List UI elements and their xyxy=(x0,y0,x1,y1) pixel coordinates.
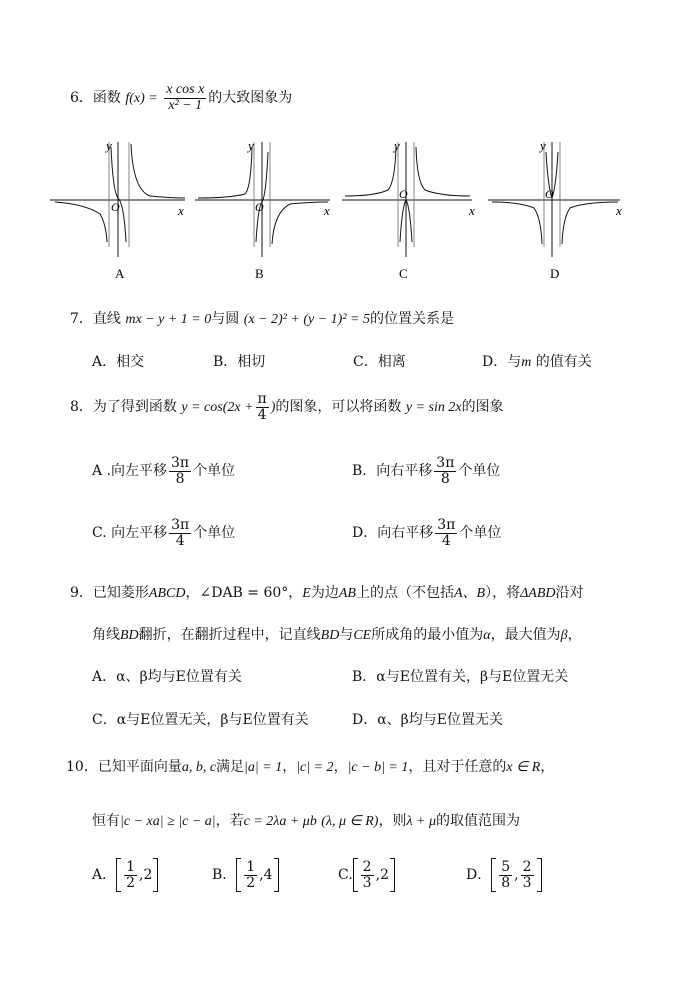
q10-line2: 恒有|c − xa| ≥ |c − a|，若c = 2λa + μb (λ, μ ∈ R)，则λ + μ的取值范围为 xyxy=(92,813,520,829)
q9-line1: 9．已知菱形ABCD，∠DAB = 60°，E为边AB上的点（不包括A、B），将ΔABD沿对 xyxy=(70,585,584,601)
q8-option-d: D．向右平移 $\frac{3\pi}{4}$ 个单位 xyxy=(352,517,502,549)
q9-option-a: A．α、β均与E位置有关 xyxy=(92,669,242,685)
q10-option-c: C. $\frac{2}{3}$ ,2 xyxy=(338,860,395,890)
graph-d xyxy=(488,138,622,281)
graph-b xyxy=(195,138,330,281)
q7-option-d: D．与m 的值有关 xyxy=(482,354,592,370)
graph-b-origin: O xyxy=(255,200,264,214)
q6-graphs xyxy=(40,132,640,292)
graph-d-xlabel: x xyxy=(616,203,622,218)
graph-c-label: C xyxy=(399,266,408,281)
graph-a-origin: O xyxy=(111,200,120,214)
q7-option-c: C．相离 xyxy=(353,354,406,370)
graph-a-xlabel: x xyxy=(178,203,184,218)
q8-option-c: C. 向左平移 $\frac{3\pi}{4}$ 个单位 xyxy=(92,517,236,549)
q6-func: f(x) = xyxy=(125,91,158,107)
q7-stem: 7．直线 mx − y + 1 = 0与圆 (x − 2)² + (y − 1)² = 5的位置关系是 xyxy=(70,311,454,327)
graph-c-origin: O xyxy=(399,187,408,201)
q9-option-d: D．α、β均与E位置无关 xyxy=(352,712,503,728)
q6-fraction: $\frac{\text{x cos x}}{\text{x² − 1}}$ xyxy=(166,82,205,113)
graph-d-label: D xyxy=(550,266,560,281)
q10-option-d: D． $\frac{5}{8}$ , $\frac{2}{3}$ xyxy=(466,860,542,890)
q7-option-a: A．相交 xyxy=(92,354,145,370)
graph-c-xlabel: x xyxy=(469,203,475,218)
q8-option-b: B．向右平移 $\frac{3\pi}{8}$ 个单位 xyxy=(352,455,501,487)
q8-stem: 8．为了得到函数 y = cos(2x + $\frac{\pi}{4}$ )的图象，可以将函数 y = sin 2x的图象 xyxy=(70,391,504,423)
q10-option-b: B． $\frac{1}{2}$ ,4 xyxy=(212,860,279,890)
q8-option-a: A .向左平移 $\frac{3\pi}{8}$ 个单位 xyxy=(92,455,236,487)
graph-a-label: A xyxy=(115,266,125,281)
graph-c-ylabel: y xyxy=(394,138,400,153)
q10-line1: 10．已知平面向量a, b, c满足|a| = 1，|c| = 2，|c − b| = 1，且对于任意的x ∈ R， xyxy=(66,759,555,775)
q7-option-b: B．相切 xyxy=(213,354,266,370)
graph-a xyxy=(50,138,185,281)
graph-a-ylabel: y xyxy=(106,138,112,153)
q6-stem: 6．函数 f(x) = $\frac{\text{x cos x}}{\text{x² − 1}}$ 的大致图象为 xyxy=(70,82,293,113)
q10-option-a: A． $\frac{1}{2}$ ,2 xyxy=(92,860,158,890)
q9-option-c: C．α与E位置无关，β与E位置有关 xyxy=(92,712,309,728)
graph-b-label: B xyxy=(255,266,264,281)
graph-d-origin: O xyxy=(545,187,554,201)
q9-option-b: B．α与E位置有关，β与E位置无关 xyxy=(352,669,569,685)
graph-c xyxy=(342,138,475,281)
graph-d-ylabel: y xyxy=(540,138,546,153)
graph-b-ylabel: y xyxy=(248,138,254,153)
q9-line2: 角线BD翻折，在翻折过程中，记直线BD与CE所成角的最小值为α，最大值为β， xyxy=(92,627,582,643)
graph-b-xlabel: x xyxy=(324,203,330,218)
